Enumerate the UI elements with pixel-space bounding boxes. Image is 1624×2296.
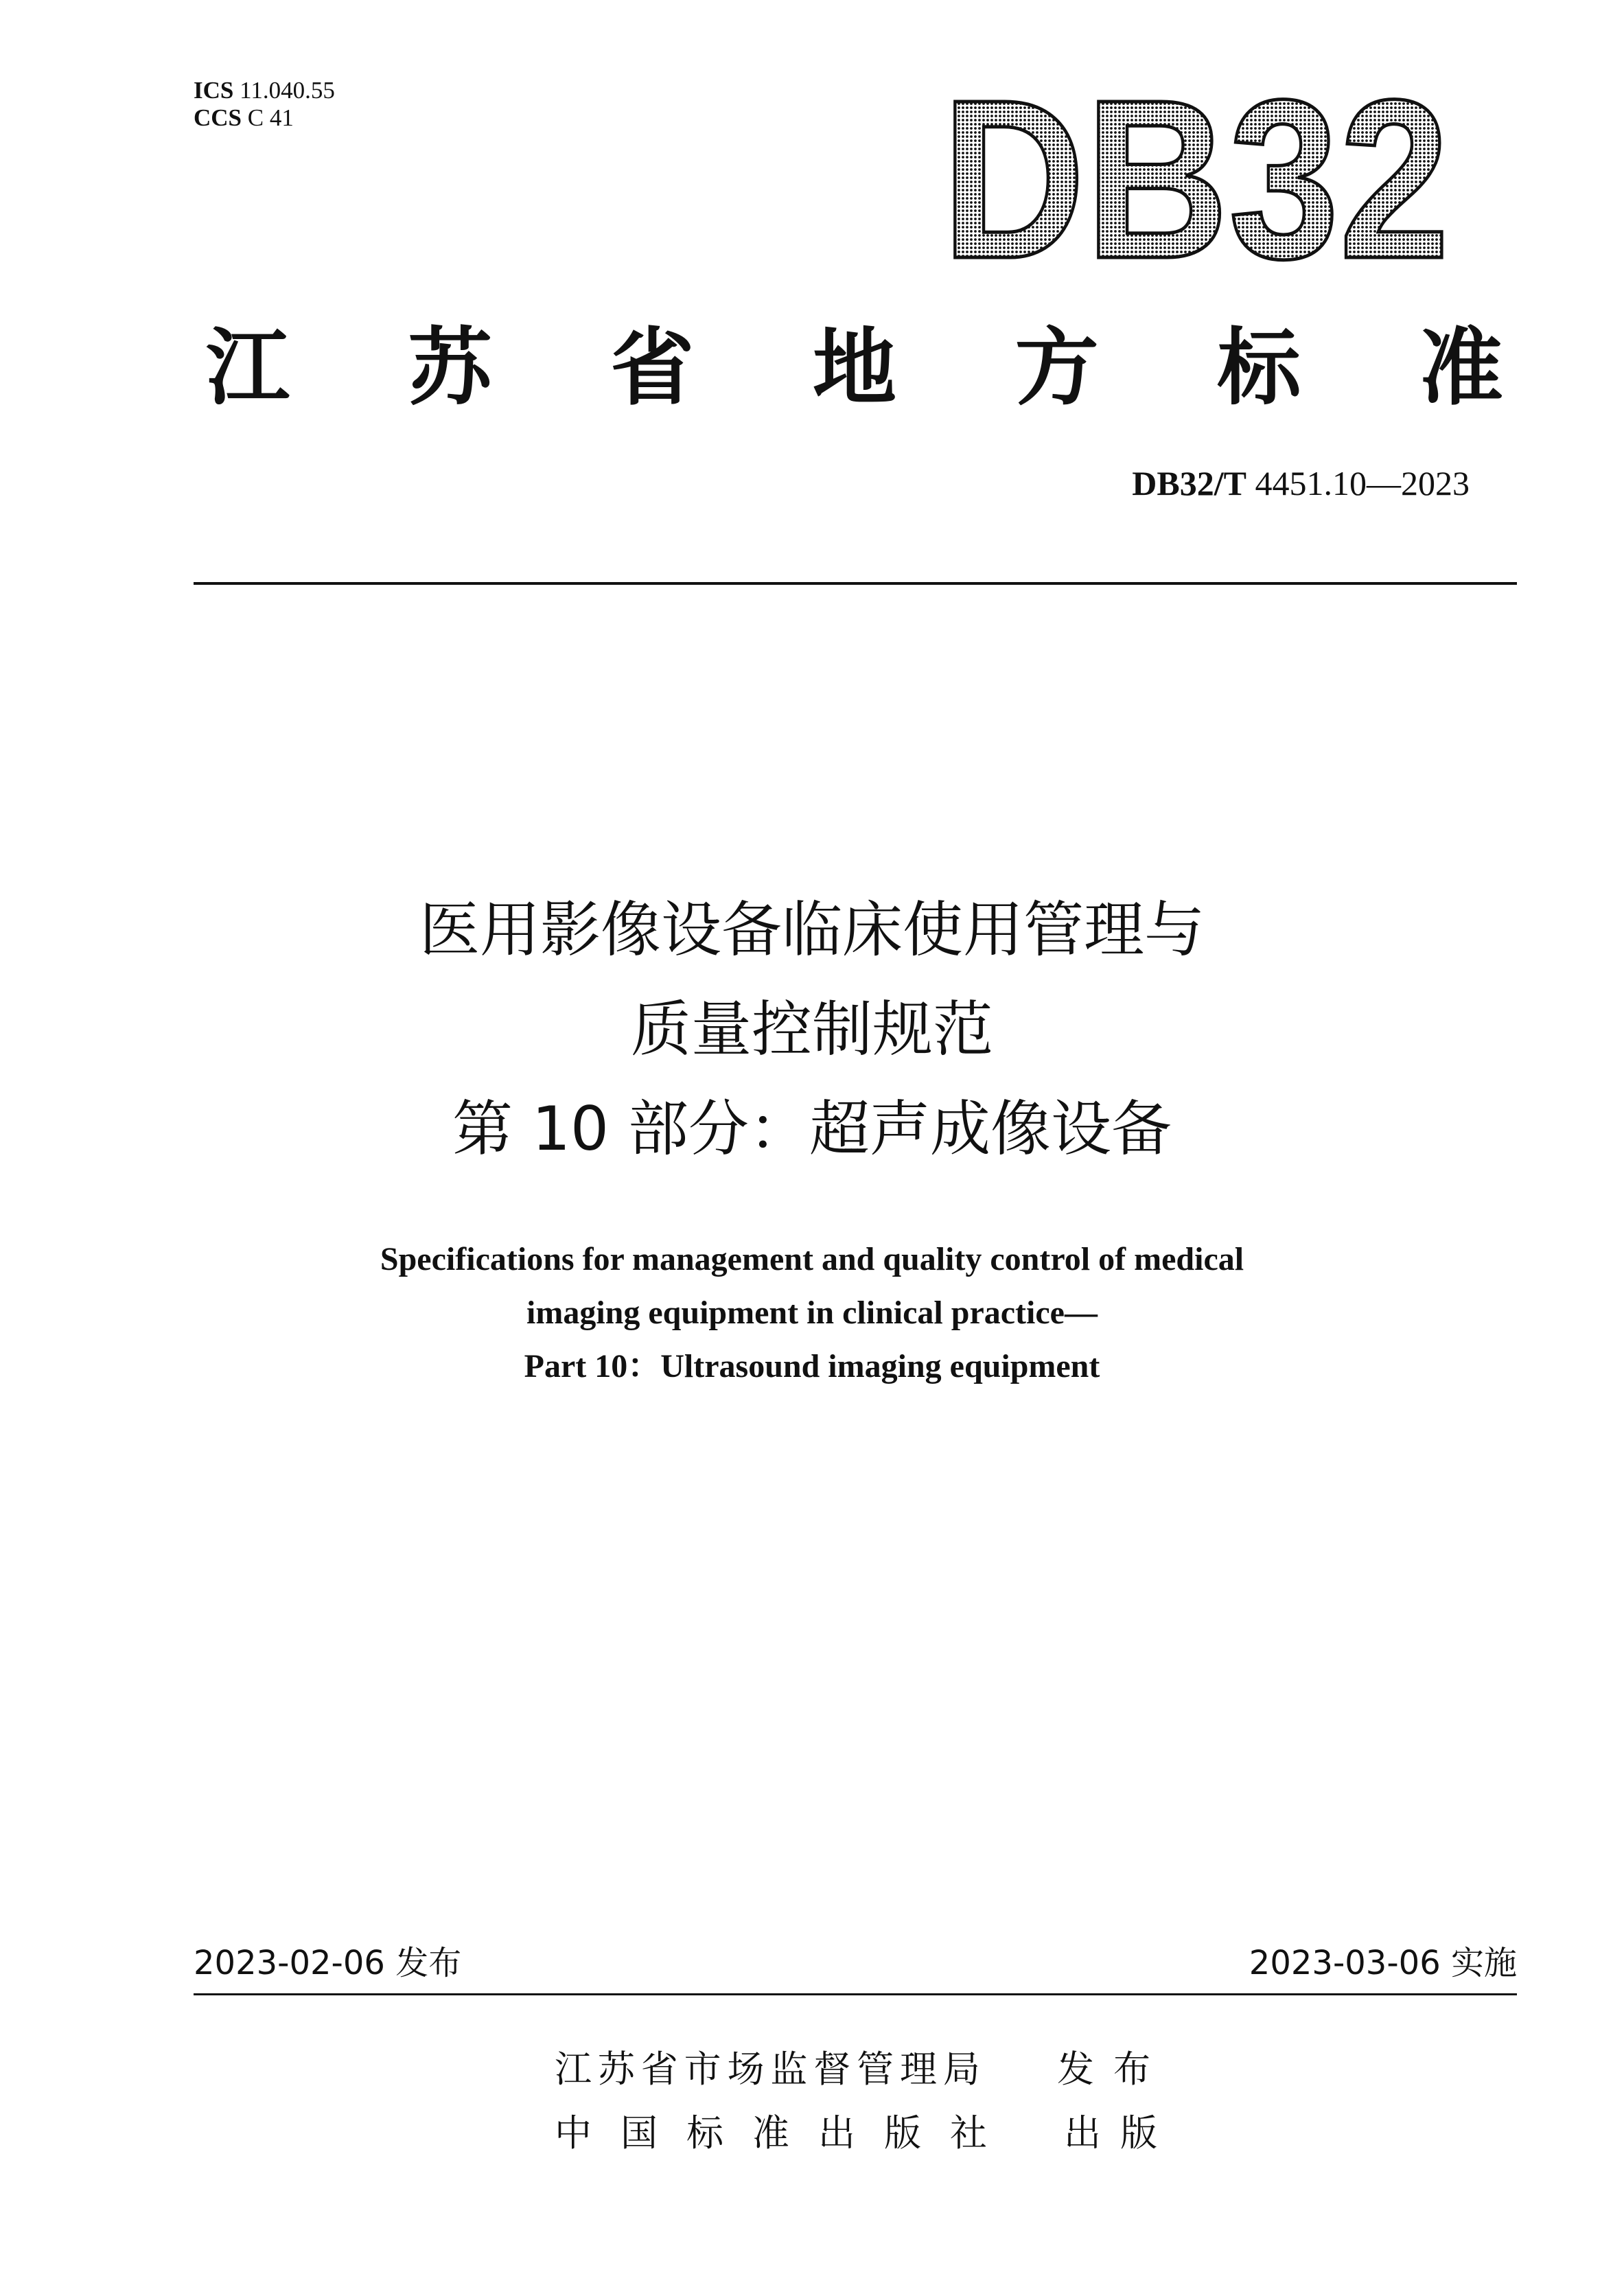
ccs-code: C 41 — [247, 104, 294, 131]
publisher-role — [1064, 2111, 1157, 2155]
standard-type-char: 苏 — [408, 318, 492, 417]
title-zh-line-1: 医用影像设备临床使用管理与 — [419, 894, 1205, 965]
standard-type-char: 省 — [610, 318, 695, 417]
bottom-divider — [194, 1993, 1517, 1995]
standard-type-char: 江 — [206, 318, 290, 417]
standard-number-value: 4451.10—2023 — [1255, 464, 1470, 502]
publisher-char: 督 — [813, 2048, 851, 2091]
ccs-label: CCS — [194, 104, 242, 131]
publisher-char: 省 — [640, 2048, 678, 2091]
standard-number-prefix: DB32/T — [1132, 464, 1246, 502]
publisher-char: 市 — [684, 2048, 721, 2091]
role-char: 发 — [1057, 2048, 1094, 2091]
publisher-char: 监 — [770, 2048, 808, 2091]
standard-type-char: 准 — [1419, 318, 1503, 417]
issuing-authority-role — [1057, 2048, 1150, 2091]
publisher-char: 国 — [620, 2111, 658, 2155]
ics-code: 11.040.55 — [240, 77, 335, 104]
publisher-row — [555, 2111, 1157, 2155]
publisher-char: 局 — [942, 2048, 980, 2091]
top-divider — [194, 582, 1517, 585]
standard-type-char: 地 — [812, 318, 896, 417]
publisher-char: 苏 — [597, 2048, 635, 2091]
issuing-authority-row — [555, 2048, 1150, 2091]
standard-type-heading — [206, 312, 1503, 417]
implementation-date: 2023-03-06 实施 — [1249, 1944, 1517, 1982]
role-char: 布 — [1113, 2048, 1150, 2091]
ccs-classification — [194, 104, 294, 132]
publisher-char: 出 — [818, 2111, 855, 2155]
publisher-char: 准 — [752, 2111, 789, 2155]
standard-type-char: 标 — [1217, 318, 1301, 417]
ics-classification — [194, 77, 335, 104]
issuing-authority-name — [555, 2048, 980, 2091]
publisher-char: 标 — [686, 2111, 723, 2155]
publisher-char: 江 — [555, 2048, 592, 2091]
standard-type-char: 方 — [1014, 318, 1099, 417]
publisher-char: 社 — [950, 2111, 987, 2155]
title-en-line-2: imaging equipment in clinical practice— — [526, 1295, 1098, 1331]
publisher-char: 管 — [857, 2048, 894, 2091]
title-zh-line-2: 质量控制规范 — [630, 994, 993, 1065]
role-char: 版 — [1120, 2111, 1157, 2155]
title-en-line-1: Specifications for management and quality control of medical — [380, 1241, 1244, 1277]
publisher-char: 版 — [884, 2111, 921, 2155]
title-en-line-3: Part 10：Ultrasound imaging equipment — [524, 1348, 1100, 1384]
publisher-char: 理 — [900, 2048, 937, 2091]
role-char: 出 — [1064, 2111, 1101, 2155]
standard-number — [1132, 464, 1470, 502]
db32-logo-text: DB32 — [942, 52, 1450, 305]
publisher-char: 中 — [555, 2111, 592, 2155]
publisher-name — [555, 2111, 987, 2155]
issue-date: 2023-02-06 发布 — [194, 1944, 462, 1982]
publisher-char: 场 — [727, 2048, 765, 2091]
title-zh-line-3: 第 10 部分：超声成像设备 — [452, 1093, 1172, 1164]
db32-logo — [940, 52, 1452, 305]
ics-label: ICS — [194, 77, 234, 104]
